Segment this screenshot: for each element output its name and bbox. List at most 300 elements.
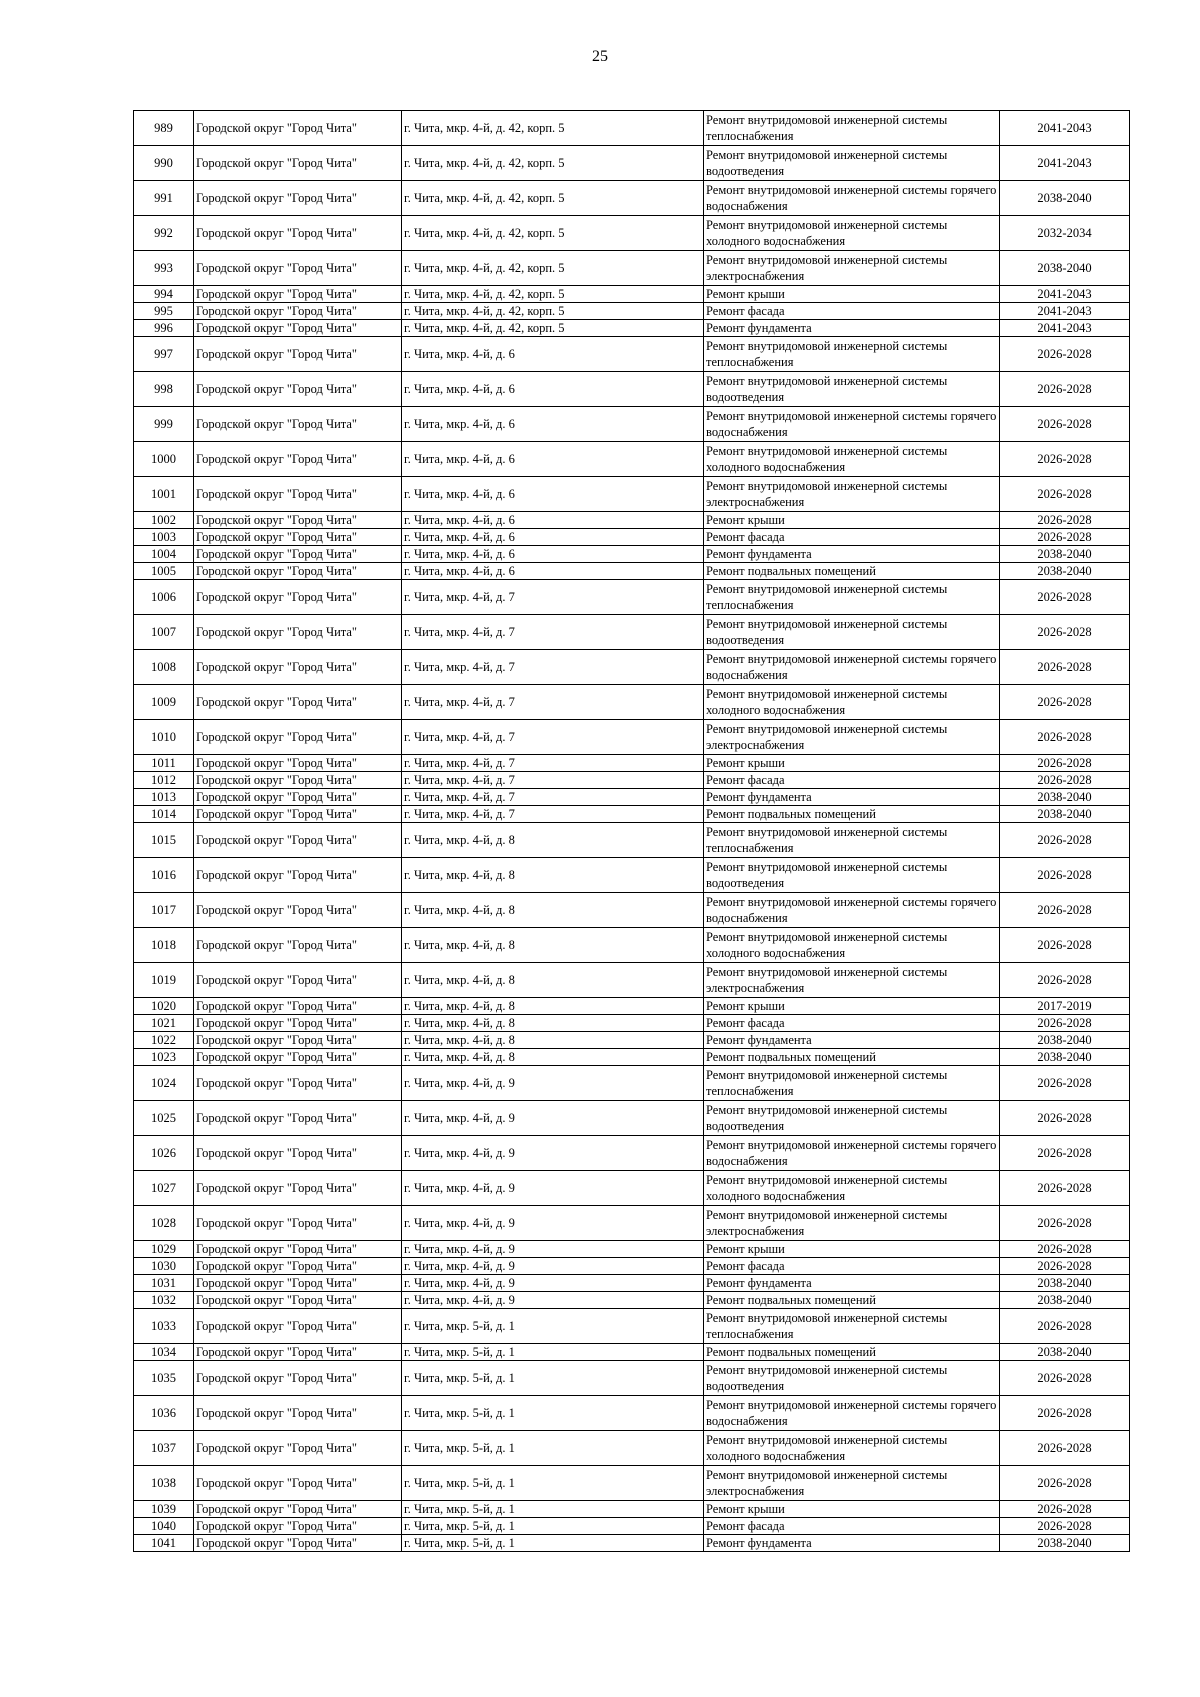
period-cell: 2026-2028	[1000, 529, 1130, 546]
table-row	[134, 1501, 1130, 1518]
row-number: 998	[134, 372, 194, 407]
period-cell: 2026-2028	[1000, 1518, 1130, 1535]
municipality-cell: Городской округ "Город Чита"	[194, 1518, 402, 1535]
address-cell: г. Чита, мкр. 4-й, д. 7	[402, 685, 704, 720]
address-cell: г. Чита, мкр. 5-й, д. 1	[402, 1501, 704, 1518]
address-cell: г. Чита, мкр. 4-й, д. 8	[402, 928, 704, 963]
address-cell: г. Чита, мкр. 4-й, д. 8	[402, 1015, 704, 1032]
work-type-cell: Ремонт внутридомовой инженерной системы электроснабжения	[704, 477, 1000, 512]
row-number: 1018	[134, 928, 194, 963]
table-row	[134, 720, 1130, 755]
address-cell: г. Чита, мкр. 4-й, д. 42, корп. 5	[402, 320, 704, 337]
work-type-cell: Ремонт фундамента	[704, 546, 1000, 563]
municipality-cell: Городской округ "Город Чита"	[194, 858, 402, 893]
work-type-cell: Ремонт внутридомовой инженерной системы теплоснабжения	[704, 111, 1000, 146]
work-type-cell: Ремонт крыши	[704, 755, 1000, 772]
municipality-cell: Городской округ "Город Чита"	[194, 1136, 402, 1171]
municipality-cell: Городской округ "Город Чита"	[194, 650, 402, 685]
table-row	[134, 1344, 1130, 1361]
work-type-cell: Ремонт внутридомовой инженерной системы горячего водоснабжения	[704, 650, 1000, 685]
period-cell: 2026-2028	[1000, 1501, 1130, 1518]
table-row	[134, 563, 1130, 580]
period-cell: 2026-2028	[1000, 1101, 1130, 1136]
address-cell: г. Чита, мкр. 4-й, д. 7	[402, 772, 704, 789]
work-type-cell: Ремонт фасада	[704, 772, 1000, 789]
work-type-cell: Ремонт фасада	[704, 1258, 1000, 1275]
table-row	[134, 1396, 1130, 1431]
period-cell: 2026-2028	[1000, 858, 1130, 893]
address-cell: г. Чита, мкр. 4-й, д. 8	[402, 963, 704, 998]
table-row	[134, 1136, 1130, 1171]
work-type-cell: Ремонт внутридомовой инженерной системы теплоснабжения	[704, 580, 1000, 615]
work-type-cell: Ремонт внутридомовой инженерной системы электроснабжения	[704, 1466, 1000, 1501]
period-cell: 2026-2028	[1000, 823, 1130, 858]
address-cell: г. Чита, мкр. 4-й, д. 42, корп. 5	[402, 111, 704, 146]
address-cell: г. Чита, мкр. 4-й, д. 6	[402, 477, 704, 512]
address-cell: г. Чита, мкр. 4-й, д. 6	[402, 546, 704, 563]
work-type-cell: Ремонт внутридомовой инженерной системы холодного водоснабжения	[704, 685, 1000, 720]
address-cell: г. Чита, мкр. 4-й, д. 7	[402, 806, 704, 823]
table-row	[134, 685, 1130, 720]
table-row	[134, 1015, 1130, 1032]
table-row	[134, 407, 1130, 442]
work-type-cell: Ремонт фундамента	[704, 1535, 1000, 1552]
row-number: 989	[134, 111, 194, 146]
row-number: 1014	[134, 806, 194, 823]
period-cell: 2026-2028	[1000, 963, 1130, 998]
period-cell: 2038-2040	[1000, 1275, 1130, 1292]
row-number: 1031	[134, 1275, 194, 1292]
table-row	[134, 477, 1130, 512]
municipality-cell: Городской округ "Город Чита"	[194, 546, 402, 563]
address-cell: г. Чита, мкр. 4-й, д. 9	[402, 1241, 704, 1258]
row-number: 1015	[134, 823, 194, 858]
table-row	[134, 998, 1130, 1015]
period-cell: 2032-2034	[1000, 216, 1130, 251]
work-type-cell: Ремонт внутридомовой инженерной системы водоотведения	[704, 615, 1000, 650]
address-cell: г. Чита, мкр. 4-й, д. 9	[402, 1066, 704, 1101]
address-cell: г. Чита, мкр. 5-й, д. 1	[402, 1535, 704, 1552]
address-cell: г. Чита, мкр. 4-й, д. 42, корп. 5	[402, 146, 704, 181]
period-cell: 2041-2043	[1000, 146, 1130, 181]
work-type-cell: Ремонт внутридомовой инженерной системы водоотведения	[704, 372, 1000, 407]
work-type-cell: Ремонт крыши	[704, 998, 1000, 1015]
address-cell: г. Чита, мкр. 4-й, д. 6	[402, 442, 704, 477]
row-number: 990	[134, 146, 194, 181]
municipality-cell: Городской округ "Город Чита"	[194, 1535, 402, 1552]
row-number: 994	[134, 286, 194, 303]
period-cell: 2041-2043	[1000, 320, 1130, 337]
period-cell: 2026-2028	[1000, 372, 1130, 407]
table-row	[134, 1518, 1130, 1535]
period-cell: 2026-2028	[1000, 1066, 1130, 1101]
address-cell: г. Чита, мкр. 4-й, д. 7	[402, 650, 704, 685]
municipality-cell: Городской округ "Город Чита"	[194, 893, 402, 928]
period-cell: 2038-2040	[1000, 251, 1130, 286]
municipality-cell: Городской округ "Город Чита"	[194, 789, 402, 806]
municipality-cell: Городской округ "Город Чита"	[194, 320, 402, 337]
row-number: 992	[134, 216, 194, 251]
row-number: 1034	[134, 1344, 194, 1361]
work-type-cell: Ремонт внутридомовой инженерной системы горячего водоснабжения	[704, 1136, 1000, 1171]
municipality-cell: Городской округ "Город Чита"	[194, 1171, 402, 1206]
address-cell: г. Чита, мкр. 5-й, д. 1	[402, 1361, 704, 1396]
row-number: 1001	[134, 477, 194, 512]
table-row	[134, 181, 1130, 216]
municipality-cell: Городской округ "Город Чита"	[194, 1066, 402, 1101]
row-number: 1019	[134, 963, 194, 998]
period-cell: 2026-2028	[1000, 1431, 1130, 1466]
table-row	[134, 858, 1130, 893]
work-type-cell: Ремонт внутридомовой инженерной системы холодного водоснабжения	[704, 442, 1000, 477]
work-type-cell: Ремонт внутридомовой инженерной системы теплоснабжения	[704, 1066, 1000, 1101]
work-type-cell: Ремонт фундамента	[704, 320, 1000, 337]
row-number: 1000	[134, 442, 194, 477]
row-number: 1003	[134, 529, 194, 546]
period-cell: 2026-2028	[1000, 755, 1130, 772]
row-number: 1010	[134, 720, 194, 755]
municipality-cell: Городской округ "Город Чита"	[194, 928, 402, 963]
row-number: 991	[134, 181, 194, 216]
municipality-cell: Городской округ "Город Чита"	[194, 755, 402, 772]
table-row	[134, 823, 1130, 858]
address-cell: г. Чита, мкр. 4-й, д. 6	[402, 512, 704, 529]
municipality-cell: Городской округ "Город Чита"	[194, 998, 402, 1015]
work-type-cell: Ремонт фундамента	[704, 1275, 1000, 1292]
work-type-cell: Ремонт подвальных помещений	[704, 1049, 1000, 1066]
municipality-cell: Городской округ "Город Чита"	[194, 1206, 402, 1241]
municipality-cell: Городской округ "Город Чита"	[194, 111, 402, 146]
table-row	[134, 789, 1130, 806]
work-type-cell: Ремонт внутридомовой инженерной системы холодного водоснабжения	[704, 216, 1000, 251]
municipality-cell: Городской округ "Город Чита"	[194, 1258, 402, 1275]
work-type-cell: Ремонт внутридомовой инженерной системы водоотведения	[704, 1101, 1000, 1136]
address-cell: г. Чита, мкр. 4-й, д. 9	[402, 1101, 704, 1136]
municipality-cell: Городской округ "Город Чита"	[194, 1344, 402, 1361]
row-number: 1022	[134, 1032, 194, 1049]
municipality-cell: Городской округ "Город Чита"	[194, 1241, 402, 1258]
period-cell: 2038-2040	[1000, 1535, 1130, 1552]
municipality-cell: Городской округ "Город Чита"	[194, 1275, 402, 1292]
row-number: 1017	[134, 893, 194, 928]
row-number: 1041	[134, 1535, 194, 1552]
municipality-cell: Городской округ "Город Чита"	[194, 1015, 402, 1032]
address-cell: г. Чита, мкр. 5-й, д. 1	[402, 1518, 704, 1535]
table-row	[134, 1049, 1130, 1066]
period-cell: 2026-2028	[1000, 615, 1130, 650]
municipality-cell: Городской округ "Город Чита"	[194, 685, 402, 720]
work-type-cell: Ремонт внутридомовой инженерной системы теплоснабжения	[704, 823, 1000, 858]
table-row	[134, 372, 1130, 407]
address-cell: г. Чита, мкр. 4-й, д. 6	[402, 563, 704, 580]
work-type-cell: Ремонт внутридомовой инженерной системы холодного водоснабжения	[704, 1431, 1000, 1466]
address-cell: г. Чита, мкр. 4-й, д. 42, корп. 5	[402, 286, 704, 303]
municipality-cell: Городской округ "Город Чита"	[194, 216, 402, 251]
row-number: 1035	[134, 1361, 194, 1396]
period-cell: 2026-2028	[1000, 1396, 1130, 1431]
period-cell: 2038-2040	[1000, 563, 1130, 580]
table-row	[134, 615, 1130, 650]
table-row	[134, 1258, 1130, 1275]
municipality-cell: Городской округ "Город Чита"	[194, 1049, 402, 1066]
period-cell: 2026-2028	[1000, 1361, 1130, 1396]
row-number: 1039	[134, 1501, 194, 1518]
table-row	[134, 546, 1130, 563]
row-number: 1009	[134, 685, 194, 720]
address-cell: г. Чита, мкр. 4-й, д. 42, корп. 5	[402, 181, 704, 216]
address-cell: г. Чита, мкр. 5-й, д. 1	[402, 1466, 704, 1501]
address-cell: г. Чита, мкр. 5-й, д. 1	[402, 1431, 704, 1466]
municipality-cell: Городской округ "Город Чита"	[194, 963, 402, 998]
municipality-cell: Городской округ "Город Чита"	[194, 806, 402, 823]
period-cell: 2038-2040	[1000, 1032, 1130, 1049]
row-number: 1023	[134, 1049, 194, 1066]
period-cell: 2041-2043	[1000, 111, 1130, 146]
table-row	[134, 442, 1130, 477]
row-number: 1040	[134, 1518, 194, 1535]
address-cell: г. Чита, мкр. 4-й, д. 9	[402, 1258, 704, 1275]
row-number: 1016	[134, 858, 194, 893]
table-row	[134, 755, 1130, 772]
period-cell: 2026-2028	[1000, 580, 1130, 615]
municipality-cell: Городской округ "Город Чита"	[194, 251, 402, 286]
municipality-cell: Городской округ "Город Чита"	[194, 512, 402, 529]
municipality-cell: Городской округ "Город Чита"	[194, 337, 402, 372]
municipality-cell: Городской округ "Город Чита"	[194, 1361, 402, 1396]
work-type-cell: Ремонт внутридомовой инженерной системы электроснабжения	[704, 963, 1000, 998]
row-number: 1032	[134, 1292, 194, 1309]
row-number: 1038	[134, 1466, 194, 1501]
table-row	[134, 1275, 1130, 1292]
address-cell: г. Чита, мкр. 4-й, д. 6	[402, 372, 704, 407]
row-number: 1024	[134, 1066, 194, 1101]
period-cell: 2038-2040	[1000, 181, 1130, 216]
table-row	[134, 650, 1130, 685]
table-row	[134, 303, 1130, 320]
work-type-cell: Ремонт фасада	[704, 1015, 1000, 1032]
municipality-cell: Городской округ "Город Чита"	[194, 1101, 402, 1136]
row-number: 1030	[134, 1258, 194, 1275]
table-row	[134, 1241, 1130, 1258]
period-cell: 2026-2028	[1000, 1466, 1130, 1501]
municipality-cell: Городской округ "Город Чита"	[194, 720, 402, 755]
municipality-cell: Городской округ "Город Чита"	[194, 580, 402, 615]
period-cell: 2038-2040	[1000, 1049, 1130, 1066]
period-cell: 2017-2019	[1000, 998, 1130, 1015]
municipality-cell: Городской округ "Город Чита"	[194, 146, 402, 181]
work-type-cell: Ремонт крыши	[704, 286, 1000, 303]
address-cell: г. Чита, мкр. 5-й, д. 1	[402, 1344, 704, 1361]
period-cell: 2026-2028	[1000, 720, 1130, 755]
row-number: 999	[134, 407, 194, 442]
work-type-cell: Ремонт внутридомовой инженерной системы теплоснабжения	[704, 1309, 1000, 1344]
work-type-cell: Ремонт внутридомовой инженерной системы горячего водоснабжения	[704, 893, 1000, 928]
row-number: 1036	[134, 1396, 194, 1431]
municipality-cell: Городской округ "Город Чита"	[194, 772, 402, 789]
address-cell: г. Чита, мкр. 4-й, д. 7	[402, 720, 704, 755]
period-cell: 2038-2040	[1000, 806, 1130, 823]
table-row	[134, 772, 1130, 789]
work-type-cell: Ремонт внутридомовой инженерной системы водоотведения	[704, 1361, 1000, 1396]
municipality-cell: Городской округ "Город Чита"	[194, 407, 402, 442]
work-type-cell: Ремонт внутридомовой инженерной системы теплоснабжения	[704, 337, 1000, 372]
address-cell: г. Чита, мкр. 4-й, д. 42, корп. 5	[402, 251, 704, 286]
table-row	[134, 337, 1130, 372]
row-number: 997	[134, 337, 194, 372]
period-cell: 2026-2028	[1000, 1309, 1130, 1344]
table-row	[134, 893, 1130, 928]
row-number: 996	[134, 320, 194, 337]
address-cell: г. Чита, мкр. 4-й, д. 7	[402, 615, 704, 650]
municipality-cell: Городской округ "Город Чита"	[194, 1292, 402, 1309]
row-number: 1005	[134, 563, 194, 580]
period-cell: 2026-2028	[1000, 893, 1130, 928]
period-cell: 2026-2028	[1000, 477, 1130, 512]
work-type-cell: Ремонт внутридомовой инженерной системы холодного водоснабжения	[704, 928, 1000, 963]
address-cell: г. Чита, мкр. 4-й, д. 9	[402, 1171, 704, 1206]
address-cell: г. Чита, мкр. 4-й, д. 8	[402, 823, 704, 858]
municipality-cell: Городской округ "Город Чита"	[194, 1501, 402, 1518]
row-number: 1002	[134, 512, 194, 529]
address-cell: г. Чита, мкр. 4-й, д. 7	[402, 789, 704, 806]
municipality-cell: Городской округ "Город Чита"	[194, 181, 402, 216]
address-cell: г. Чита, мкр. 4-й, д. 8	[402, 998, 704, 1015]
address-cell: г. Чита, мкр. 4-й, д. 6	[402, 407, 704, 442]
address-cell: г. Чита, мкр. 4-й, д. 9	[402, 1136, 704, 1171]
row-number: 1026	[134, 1136, 194, 1171]
work-type-cell: Ремонт внутридомовой инженерной системы горячего водоснабжения	[704, 407, 1000, 442]
municipality-cell: Городской округ "Город Чита"	[194, 1466, 402, 1501]
work-type-cell: Ремонт фасада	[704, 1518, 1000, 1535]
address-cell: г. Чита, мкр. 4-й, д. 9	[402, 1206, 704, 1241]
period-cell: 2026-2028	[1000, 928, 1130, 963]
address-cell: г. Чита, мкр. 4-й, д. 9	[402, 1275, 704, 1292]
table-row	[134, 111, 1130, 146]
municipality-cell: Городской округ "Город Чита"	[194, 823, 402, 858]
table-row	[134, 286, 1130, 303]
table-row	[134, 1535, 1130, 1552]
work-type-cell: Ремонт внутридомовой инженерной системы электроснабжения	[704, 251, 1000, 286]
municipality-cell: Городской округ "Город Чита"	[194, 286, 402, 303]
row-number: 1027	[134, 1171, 194, 1206]
row-number: 1037	[134, 1431, 194, 1466]
period-cell: 2041-2043	[1000, 303, 1130, 320]
table-body	[134, 111, 1130, 1552]
table-row	[134, 216, 1130, 251]
municipality-cell: Городской округ "Город Чита"	[194, 1309, 402, 1344]
row-number: 1006	[134, 580, 194, 615]
row-number: 995	[134, 303, 194, 320]
period-cell: 2026-2028	[1000, 650, 1130, 685]
work-type-cell: Ремонт подвальных помещений	[704, 563, 1000, 580]
row-number: 1004	[134, 546, 194, 563]
municipality-cell: Городской округ "Город Чита"	[194, 529, 402, 546]
row-number: 1021	[134, 1015, 194, 1032]
period-cell: 2026-2028	[1000, 1241, 1130, 1258]
repair-schedule-table	[133, 110, 1130, 1552]
work-type-cell: Ремонт фасада	[704, 303, 1000, 320]
table-row	[134, 1171, 1130, 1206]
municipality-cell: Городской округ "Город Чита"	[194, 442, 402, 477]
municipality-cell: Городской округ "Город Чита"	[194, 563, 402, 580]
table-row	[134, 1466, 1130, 1501]
row-number: 1033	[134, 1309, 194, 1344]
period-cell: 2026-2028	[1000, 1206, 1130, 1241]
municipality-cell: Городской округ "Город Чита"	[194, 1431, 402, 1466]
period-cell: 2026-2028	[1000, 337, 1130, 372]
work-type-cell: Ремонт крыши	[704, 512, 1000, 529]
work-type-cell: Ремонт внутридомовой инженерной системы электроснабжения	[704, 1206, 1000, 1241]
work-type-cell: Ремонт фасада	[704, 529, 1000, 546]
work-type-cell: Ремонт крыши	[704, 1501, 1000, 1518]
address-cell: г. Чита, мкр. 4-й, д. 7	[402, 755, 704, 772]
work-type-cell: Ремонт внутридомовой инженерной системы горячего водоснабжения	[704, 1396, 1000, 1431]
table-row	[134, 1431, 1130, 1466]
address-cell: г. Чита, мкр. 4-й, д. 7	[402, 580, 704, 615]
table-row	[134, 1032, 1130, 1049]
row-number: 1008	[134, 650, 194, 685]
table-row	[134, 251, 1130, 286]
row-number: 1029	[134, 1241, 194, 1258]
municipality-cell: Городской округ "Город Чита"	[194, 615, 402, 650]
period-cell: 2026-2028	[1000, 512, 1130, 529]
work-type-cell: Ремонт подвальных помещений	[704, 806, 1000, 823]
period-cell: 2026-2028	[1000, 442, 1130, 477]
table-row	[134, 580, 1130, 615]
table-row	[134, 512, 1130, 529]
address-cell: г. Чита, мкр. 4-й, д. 8	[402, 1049, 704, 1066]
table-row	[134, 1292, 1130, 1309]
table-row	[134, 1066, 1130, 1101]
municipality-cell: Городской округ "Город Чита"	[194, 1396, 402, 1431]
address-cell: г. Чита, мкр. 4-й, д. 6	[402, 529, 704, 546]
work-type-cell: Ремонт фундамента	[704, 1032, 1000, 1049]
work-type-cell: Ремонт подвальных помещений	[704, 1292, 1000, 1309]
address-cell: г. Чита, мкр. 4-й, д. 8	[402, 1032, 704, 1049]
row-number: 1011	[134, 755, 194, 772]
period-cell: 2026-2028	[1000, 1015, 1130, 1032]
work-type-cell: Ремонт фундамента	[704, 789, 1000, 806]
page-number: 25	[592, 48, 608, 65]
table-row	[134, 1206, 1130, 1241]
municipality-cell: Городской округ "Город Чита"	[194, 1032, 402, 1049]
work-type-cell: Ремонт внутридомовой инженерной системы холодного водоснабжения	[704, 1171, 1000, 1206]
municipality-cell: Городской округ "Город Чита"	[194, 477, 402, 512]
period-cell: 2041-2043	[1000, 286, 1130, 303]
row-number: 1013	[134, 789, 194, 806]
work-type-cell: Ремонт крыши	[704, 1241, 1000, 1258]
address-cell: г. Чита, мкр. 5-й, д. 1	[402, 1309, 704, 1344]
table-row	[134, 1309, 1130, 1344]
table-row	[134, 963, 1130, 998]
address-cell: г. Чита, мкр. 4-й, д. 42, корп. 5	[402, 216, 704, 251]
period-cell: 2026-2028	[1000, 1258, 1130, 1275]
table-row	[134, 529, 1130, 546]
period-cell: 2026-2028	[1000, 1171, 1130, 1206]
period-cell: 2038-2040	[1000, 789, 1130, 806]
table-row	[134, 1101, 1130, 1136]
row-number: 1007	[134, 615, 194, 650]
period-cell: 2038-2040	[1000, 1292, 1130, 1309]
period-cell: 2026-2028	[1000, 407, 1130, 442]
row-number: 1020	[134, 998, 194, 1015]
work-type-cell: Ремонт внутридомовой инженерной системы горячего водоснабжения	[704, 181, 1000, 216]
table-row	[134, 928, 1130, 963]
table-row	[134, 320, 1130, 337]
address-cell: г. Чита, мкр. 4-й, д. 8	[402, 893, 704, 928]
address-cell: г. Чита, мкр. 4-й, д. 8	[402, 858, 704, 893]
row-number: 1012	[134, 772, 194, 789]
